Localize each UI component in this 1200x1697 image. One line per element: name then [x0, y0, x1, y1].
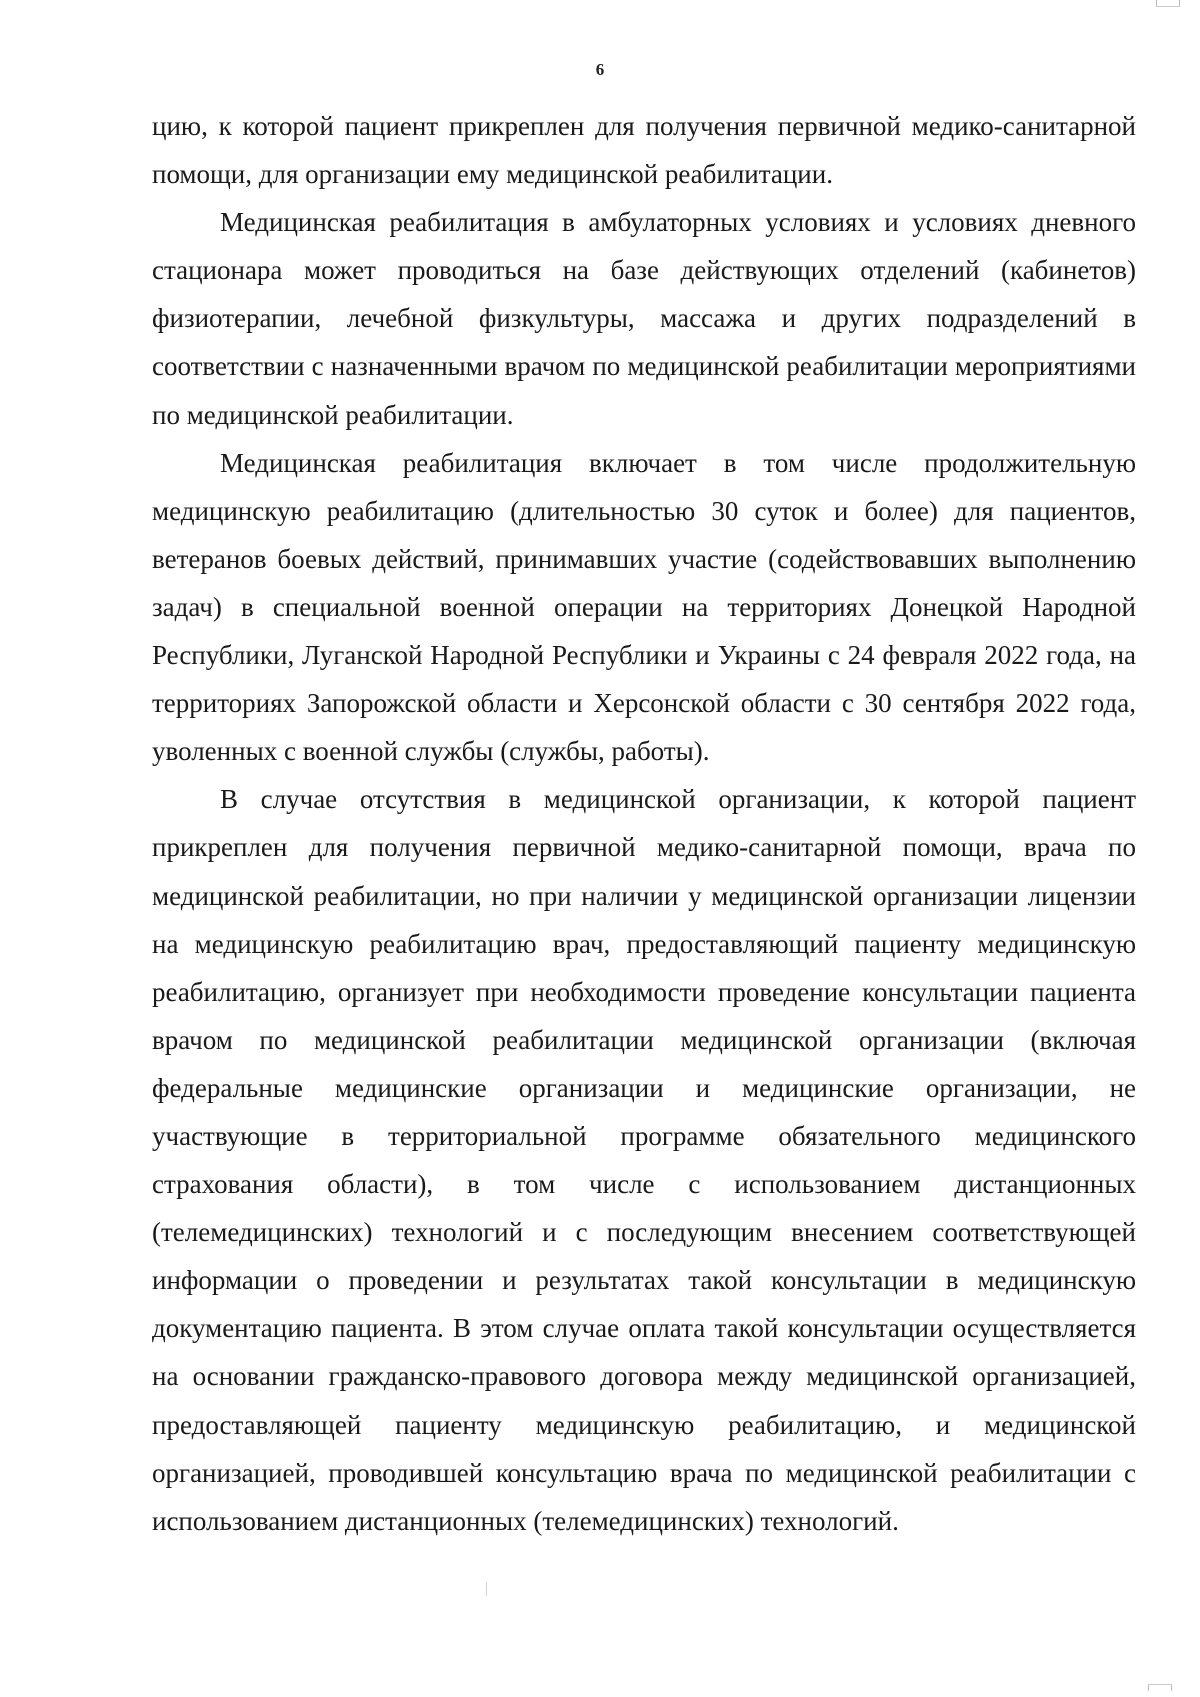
document-body	[152, 102, 1136, 1545]
paragraph-veterans-rehabilitation: Медицинская реабилитация включает в том числе продолжительную медицинскую реабилитацию (длительностью 30 суток и более) для пациентов, ветеранов боевых действий, принимавших участие (содействовавших выполнению задач) в специальной военной операции на территориях Донецкой Народной Республики, Луганской Народной Республики и Украины с 24 февраля 2022 года, на территориях Запорожской области и Херсонской области с 30 сентября 2022 года, уволенных с военной службы (службы, работы).	[152, 447, 1136, 767]
page-number: 6	[595, 60, 605, 79]
paragraph-consultation-arrangement: В случае отсутствия в медицинской организации, к которой пациент прикреплен для получения первичной медико-санитарной помощи, врача по медицинской реабилитации, но при наличии у медицинской организации лицензии на медицинскую реабилитацию врач, предоставляющий пациенту медицинскую реабилитацию, организует при необходимости проведение консультации пациента врачом по медицинской реабилитации медицинской организации (включая федеральные медицинские организации и медицинские организации, не участвующие в территориальной программе обязательного медицинского страхования области), в том числе с использованием дистанционных (телемедицинских) технологий и с последующим внесением соответствующей информации о проведении и результатах такой консультации в медицинскую документацию пациента. В этом случае оплата такой консультации осуществляется на основании гражданско-правового договора между медицинской организацией, предоставляющей пациенту медицинскую реабилитацию, и медицинской организацией, проводившей консультацию врача по медицинской реабилитации с использованием дистанционных (телемедицинских) технологий.	[152, 784, 1136, 1536]
paragraph-outpatient-rehabilitation: Медицинская реабилитация в амбулаторных условиях и условиях дневного стационара может проводиться на базе действующих отделений (кабинетов) физиотерапии, лечебной физкультуры, массажа и других подразделений в соответствии с назначенными врачом по медицинской реабилитации мероприятиями по медицинской реабилитации.	[152, 207, 1136, 430]
scan-corner-mark	[1148, 1684, 1172, 1691]
paragraph-continuation: цию, к которой пациент прикреплен для получения первичной медико-санитарной помощи, для организации ему медицинской реабилитации.	[152, 111, 1136, 190]
scan-speck	[486, 1582, 487, 1596]
scan-corner-mark	[1156, 0, 1180, 7]
